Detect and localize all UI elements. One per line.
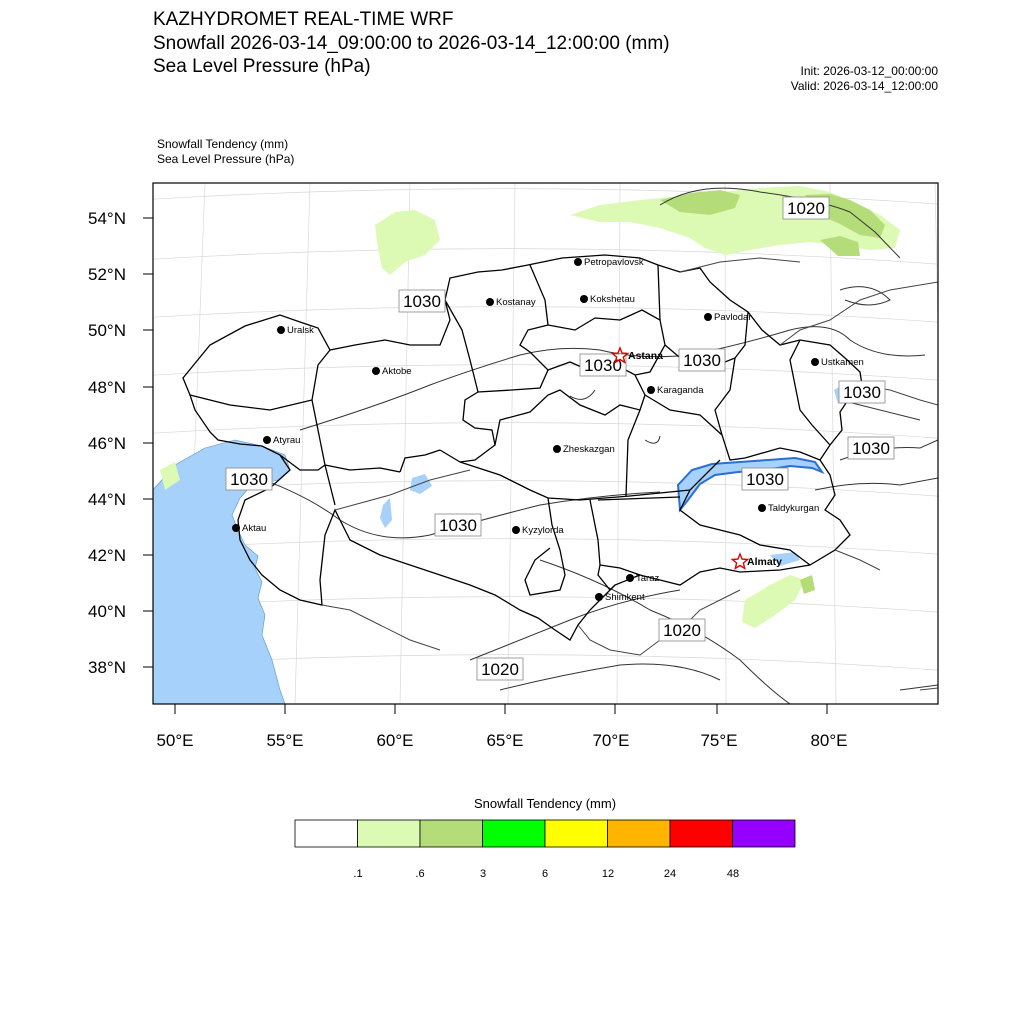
svg-text:Ustkamen: Ustkamen: [821, 357, 864, 368]
field-label-snowfall: Snowfall Tendency (mm): [157, 137, 289, 151]
contour-label: [783, 197, 829, 219]
colorbar-swatch: [420, 820, 483, 847]
lat-label: 50°N: [88, 321, 126, 340]
colorbar-swatch: [670, 820, 733, 847]
map-area: [140, 183, 950, 704]
city-taraz: [626, 573, 659, 584]
svg-text:Kokshetau: Kokshetau: [590, 294, 635, 305]
colorbar-title: Snowfall Tendency (mm): [473, 796, 617, 811]
chart-title: KAZHYDROMET REAL-TIME WRF: [153, 9, 454, 30]
lat-label: 44°N: [88, 490, 126, 509]
svg-text:Karaganda: Karaganda: [657, 385, 704, 396]
city-taldykurgan: [758, 503, 819, 514]
svg-text:Pavlodar: Pavlodar: [714, 312, 752, 323]
lat-label: 52°N: [88, 265, 126, 284]
lat-labels: [88, 209, 126, 677]
svg-text:1030: 1030: [403, 292, 441, 311]
svg-text:1020: 1020: [481, 660, 519, 679]
colorbar-swatch: [295, 820, 358, 847]
city-karaganda: [647, 385, 704, 396]
field-label-pressure: Sea Level Pressure (hPa): [157, 152, 295, 166]
svg-text:Taldykurgan: Taldykurgan: [768, 503, 820, 514]
lake-small: [380, 498, 392, 528]
contour-label: [580, 354, 626, 376]
lon-labels: [156, 731, 847, 750]
svg-text:Aktau: Aktau: [242, 523, 267, 534]
svg-text:Kyzylorda: Kyzylorda: [522, 525, 564, 536]
lon-label: 60°E: [376, 731, 414, 750]
svg-text:Zheskazgan: Zheskazgan: [563, 444, 615, 455]
colorbar-swatch: [545, 820, 608, 847]
colorbar-swatch: [358, 820, 421, 847]
svg-text:Petropavlovsk: Petropavlovsk: [584, 257, 644, 268]
svg-text:Taraz: Taraz: [636, 573, 660, 584]
city-markers: [232, 257, 864, 603]
contour-label: [226, 468, 272, 490]
svg-text:1020: 1020: [787, 199, 825, 218]
lat-label: 54°N: [88, 209, 126, 228]
lon-label: 55°E: [266, 731, 304, 750]
colorbar-tick: 48: [726, 868, 740, 880]
lat-label: 46°N: [88, 434, 126, 453]
lon-label: 50°E: [156, 731, 194, 750]
national-border: [183, 255, 862, 640]
contour-label: [477, 658, 523, 680]
colorbar: [295, 820, 795, 880]
svg-text:Astana: Astana: [628, 350, 664, 362]
colorbar-ticks: [353, 868, 739, 880]
colorbar-swatch: [608, 820, 671, 847]
lat-label: 40°N: [88, 602, 126, 621]
lat-label: 38°N: [88, 658, 126, 677]
city-almaty: [732, 554, 782, 568]
contour-label: [679, 349, 725, 371]
colorbar-tick: 24: [663, 868, 677, 880]
colorbar-tick: .1: [353, 868, 363, 880]
svg-text:1020: 1020: [663, 621, 701, 640]
contour-labels: [226, 197, 894, 680]
svg-text:1030: 1030: [584, 356, 622, 375]
svg-text:1030: 1030: [843, 383, 881, 402]
city-shimkent: [595, 592, 645, 603]
city-pavlodar: [704, 312, 752, 323]
svg-text:Shimkent: Shimkent: [605, 592, 645, 603]
city-kokshetau: [580, 294, 635, 305]
svg-text:Kostanay: Kostanay: [496, 297, 536, 308]
colorbar-tick: 6: [541, 868, 549, 880]
svg-text:Aktobe: Aktobe: [382, 366, 412, 377]
svg-text:Uralsk: Uralsk: [287, 325, 314, 336]
svg-text:1030: 1030: [852, 439, 890, 458]
svg-text:1030: 1030: [683, 351, 721, 370]
svg-text:Atyrau: Atyrau: [273, 435, 301, 446]
colorbar-swatch: [483, 820, 546, 847]
contour-label: [742, 468, 788, 490]
city-aktobe: [372, 366, 412, 377]
colorbar-tick: 12: [601, 868, 615, 880]
svg-text:1030: 1030: [746, 470, 784, 489]
lat-ticks: [143, 218, 153, 667]
aral-lake: [410, 474, 432, 494]
colorbar-tick: .6: [415, 868, 425, 880]
neighbor-boundaries: [322, 258, 938, 690]
svg-text:Almaty: Almaty: [747, 556, 783, 568]
city-kyzylorda: [512, 525, 564, 536]
lon-label: 70°E: [592, 731, 630, 750]
lon-label: 80°E: [810, 731, 848, 750]
colorbar-tick: 3: [479, 868, 487, 880]
city-zheskazgan: [553, 444, 615, 455]
chart-subtitle-pressure: Sea Level Pressure (hPa): [153, 56, 371, 77]
valid-time: Valid: 2026-03-14_12:00:00: [790, 79, 938, 93]
lon-label: 65°E: [486, 731, 524, 750]
contour-label: [659, 619, 705, 641]
city-petropavlovsk: [574, 257, 644, 268]
city-uralsk: [277, 325, 314, 336]
contour-label: [435, 514, 481, 536]
lat-label: 42°N: [88, 546, 126, 565]
svg-text:1030: 1030: [230, 470, 268, 489]
lon-label: 75°E: [700, 731, 738, 750]
lon-ticks: [175, 704, 827, 714]
colorbar-swatch: [733, 820, 796, 847]
contour-label: [848, 437, 894, 459]
lat-label: 48°N: [88, 378, 126, 397]
contour-label: [839, 381, 885, 403]
svg-text:1030: 1030: [439, 516, 477, 535]
city-atyrau: [263, 435, 300, 446]
contour-label: [399, 290, 445, 312]
city-ustkamen: [811, 357, 864, 368]
chart-subtitle-snowfall: Snowfall 2026-03-14_09:00:00 to 2026-03-14_12:00:00 (mm): [153, 33, 670, 54]
init-time: Init: 2026-03-12_00:00:00: [800, 64, 938, 78]
